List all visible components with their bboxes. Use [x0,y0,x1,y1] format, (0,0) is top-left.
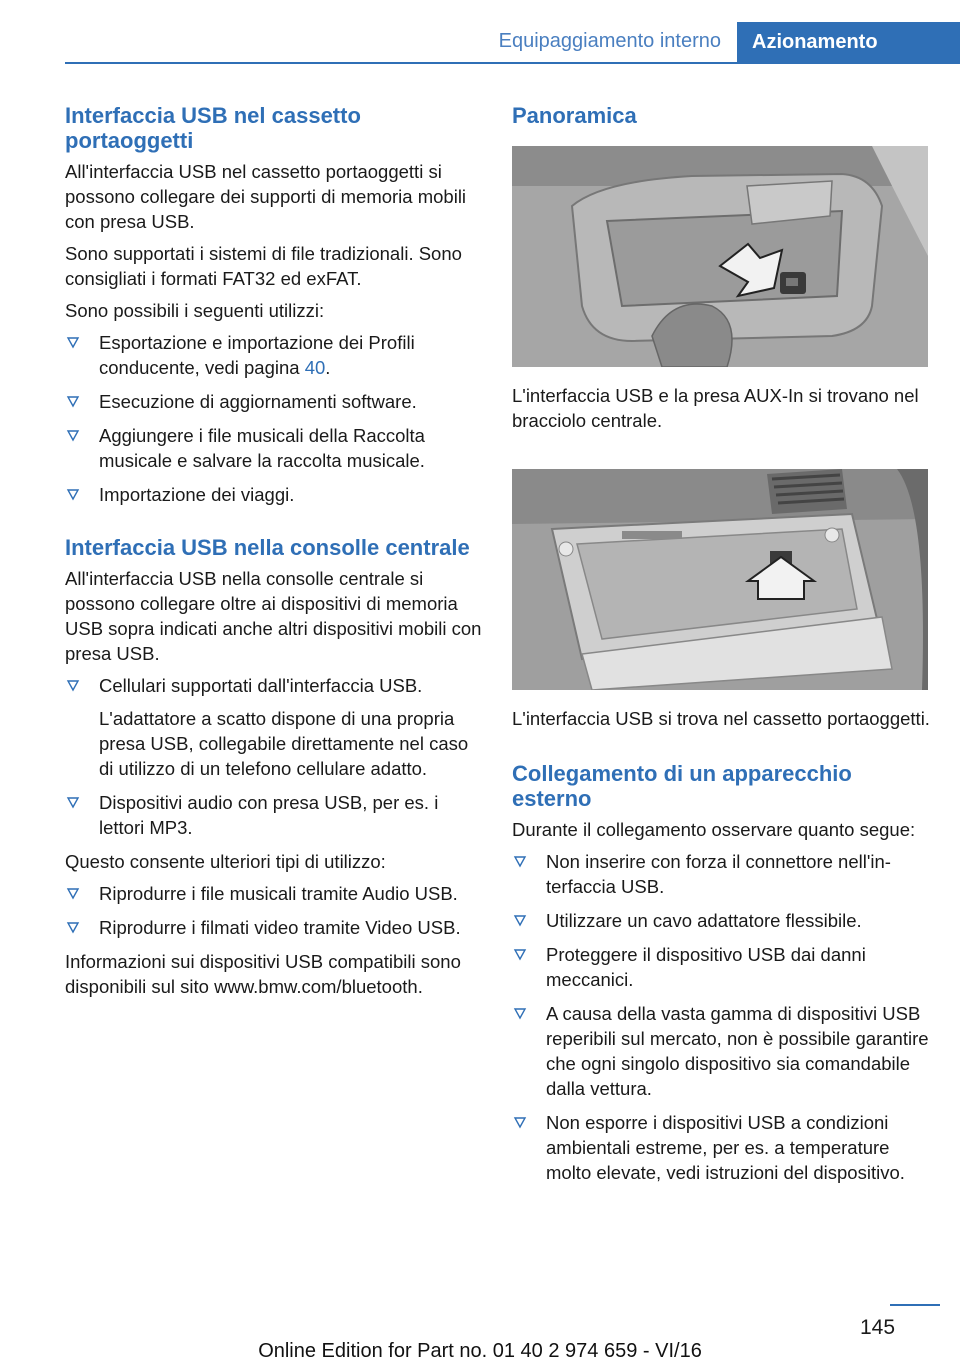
footer-edition: Online Edition for Part no. 01 40 2 974 659 - VI/16 [258,1340,702,1362]
list-item [65,482,485,507]
list-item [65,790,485,840]
list-item-text: Importazione dei viaggi. [99,484,295,505]
list-further-uses [65,881,485,940]
list-item-text: Proteggere il dispositivo USB dai danni meccanici. [546,944,866,990]
triangle-bullet-icon [66,678,80,692]
list-connection-notes [512,849,932,1185]
glovebox-usb-photo [512,469,928,690]
list-item-text: Riprodurre i filmati video tramite Video USB. [99,917,461,938]
list-item-text: Esecuzione di aggiornamenti software. [99,391,417,412]
triangle-bullet-icon [66,335,80,349]
armrest-usb-photo [512,146,928,367]
paragraph-uses-intro: Sono possibili i seguenti utilizzi: [65,300,325,321]
heading-usb-glovebox: Interfaccia USB nel cassetto portaoggetti [65,103,361,153]
triangle-bullet-icon [513,947,527,961]
paragraph-further-uses: Questo consente ulteriori tipi di utilizzo: [65,851,386,872]
triangle-bullet-icon [66,795,80,809]
paragraph-connect-intro: Durante il collegamento osservare quanto segue: [512,819,916,840]
list-item-text: Dispositivi audio con presa USB, per es. i lettori MP3. [99,792,439,838]
heading-usb-console: Interfaccia USB nella consolle centrale [65,535,470,560]
list-item [512,908,932,933]
header-section-title: Equipaggiamento interno [498,30,721,52]
list-item [512,849,932,899]
list-item-subtext: L'adattatore a scatto dispone di una propria presa USB, collegabile direttamente nel caso di utilizzo di un telefono cellulare adatto. [99,708,469,779]
list-item-text: Riprodurre i file musicali tramite Audio USB. [99,883,458,904]
caption-armrest: L'interfaccia USB e la presa AUX-In si trovano nel bracciolo centrale. [512,385,919,431]
list-item [512,942,932,992]
list-item [65,423,485,473]
paragraph-glovebox-intro: All'interfaccia USB nel cassetto portaoggetti si possono collegare dei supporti di memoria mobili con presa USB. [65,161,467,232]
triangle-bullet-icon [513,913,527,927]
page-number: 145 [860,1316,896,1339]
heading-connect-device: Collegamento di un apparecchio esterno [512,761,852,811]
list-item [65,673,485,781]
triangle-bullet-icon [66,920,80,934]
list-item-text: Cellulari supportati dall'interfaccia USB. [99,675,423,696]
triangle-bullet-icon [66,394,80,408]
list-item-text: Non inserire con forza il connettore nell'interfaccia USB. [546,851,891,897]
list-item-text: Utilizzare un cavo adattatore flessibile. [546,910,862,931]
list-item [65,389,485,414]
list-item-period: . [325,357,331,378]
triangle-bullet-icon [66,428,80,442]
paragraph-file-systems: Sono supportati i sistemi di file tradizionali. Sono consigliati i formati FAT32 ed exFAT. [65,243,462,289]
triangle-bullet-icon [513,1006,527,1020]
list-item [65,330,485,380]
left-column [65,103,485,1006]
list-item-text: A causa della vasta gamma di dispositivi USB reperibili sul mercato, non è possibile garantire che ogni singolo dispositivo sia comandabile dalla vettura. [546,1003,929,1099]
list-item [512,1110,932,1185]
list-console-devices [65,673,485,840]
page-link-40[interactable]: 40 [304,357,326,378]
paragraph-compat-info: Informazioni sui dispositivi USB compatibili sono disponibili sul sito www.bmw.com/bluetooth. [65,951,461,997]
list-item [65,881,485,906]
triangle-bullet-icon [66,487,80,501]
heading-overview: Panoramica [512,103,637,128]
triangle-bullet-icon [66,886,80,900]
list-item-text: Esportazione e importazione dei Profili conducente, vedi pagina [99,332,415,378]
list-item [65,915,485,940]
triangle-bullet-icon [513,1115,527,1129]
list-glovebox-uses [65,330,485,507]
header-rule [65,62,960,64]
caption-glovebox: L'interfaccia USB si trova nel cassetto portaoggetti. [512,708,930,729]
header-chapter-tab: Azionamento [737,22,960,64]
list-item-text: Aggiungere i file musicali della Raccolta musicale e salvare la raccolta musicale. [99,425,425,471]
list-item [512,1001,932,1101]
triangle-bullet-icon [513,854,527,868]
footer-rule [890,1304,940,1306]
list-item-text: Non esporre i dispositivi USB a condizioni ambientali estreme, per es. a temperature molto elevate, vedi istruzioni del dispositivo. [546,1112,905,1183]
paragraph-console-intro: All'interfaccia USB nella consolle centrale si possono collegare oltre ai dispositivi di memoria USB sopra indicati anche altri dispositivi mobili con presa USB. [65,568,482,664]
right-column [512,103,932,1194]
